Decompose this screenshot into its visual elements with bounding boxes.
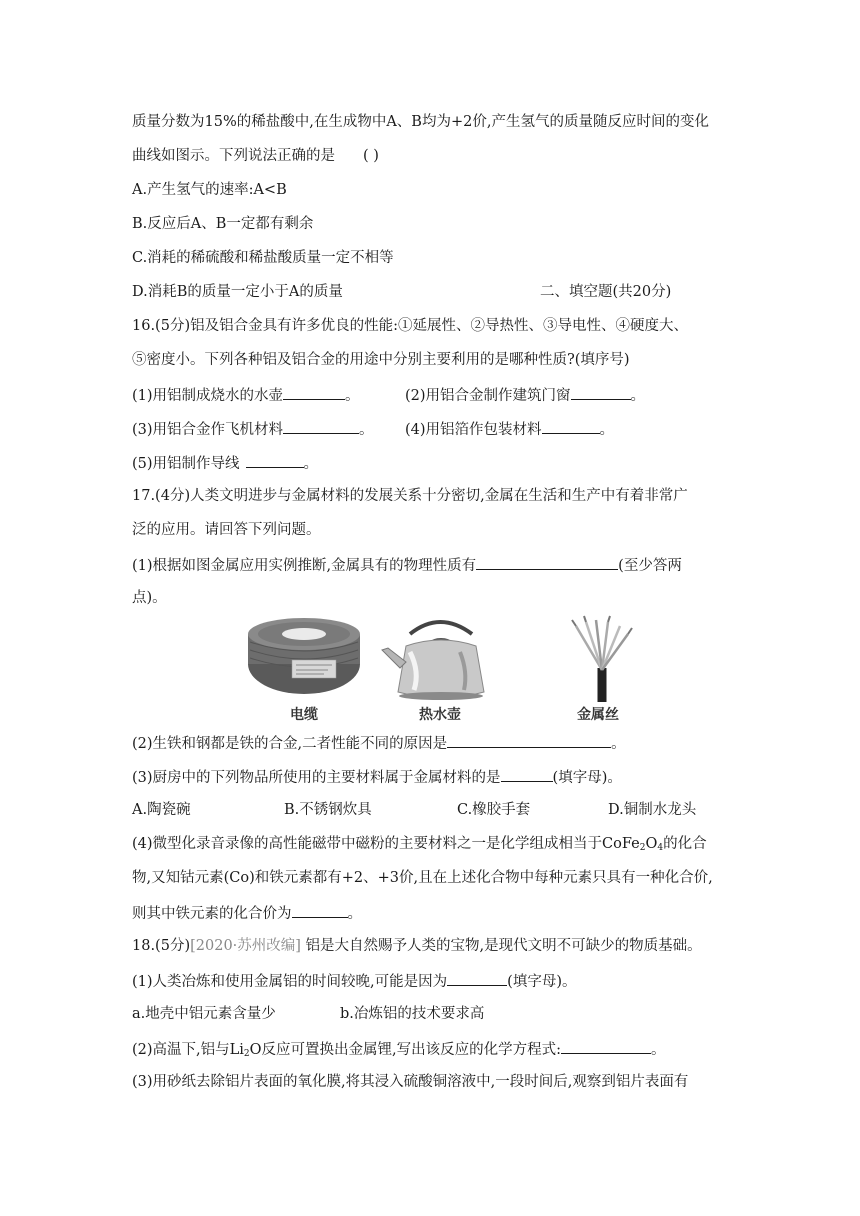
q18-part3: (3)用砂纸去除铝片表面的氧化膜,将其浸入硫酸铜溶液中,一段时间后,观察到铝片表面有 xyxy=(132,1074,689,1090)
kettle-icon xyxy=(382,622,484,700)
answer-blank[interactable] xyxy=(283,384,345,400)
section-title: 二、填空题(共20分) xyxy=(540,284,672,300)
answer-blank[interactable] xyxy=(476,554,618,570)
q15-option-a: A.产生氢气的速率:A<B xyxy=(132,182,287,198)
answer-blank[interactable] xyxy=(571,384,631,400)
answer-paren: ( ) xyxy=(363,148,379,164)
q18-line1: 18.(5分)[2020·苏州改编] 铝是大自然赐予人类的宝物,是现代文明不可缺少的物质基础。 xyxy=(132,938,702,954)
answer-blank[interactable] xyxy=(447,970,507,986)
q17-line1: 17.(4分)人类文明进步与金属材料的发展关系十分密切,金属在生活和生产中有着非常广 xyxy=(132,488,688,504)
q15-option-d: D.消耗B的质量一定小于A的质量 xyxy=(132,284,343,300)
q15-line1: 质量分数为15%的稀盐酸中,在生成物中A、B均为+2价,产生氢气的质量随反应时间的变化 xyxy=(132,114,709,130)
q17-option-b: B.不锈钢炊具 xyxy=(284,802,372,818)
answer-blank[interactable] xyxy=(501,766,553,782)
q15-option-b: B.反应后A、B一定都有剩余 xyxy=(132,216,314,232)
caption-kettle: 热水壶 xyxy=(419,707,461,723)
caption-metal-wire: 金属丝 xyxy=(577,707,619,723)
answer-blank[interactable] xyxy=(542,418,600,434)
answer-blank[interactable] xyxy=(283,418,359,434)
q18-part2: (2)高温下,铝与$Li_2O$反应可置换出金属锂,写出该反应的化学方程式: 。 xyxy=(132,1038,666,1060)
q17-part3: (3)厨房中的下列物品所使用的主要材料属于金属材料的是 (填字母)。 xyxy=(132,766,622,788)
q17-option-d: D.铜制水龙头 xyxy=(608,802,697,818)
metal-wire-icon xyxy=(572,616,632,702)
q16-line2: ⑤密度小。下列各种铝及铝合金的用途中分别主要利用的是哪种性质?(填序号) xyxy=(132,352,630,368)
answer-blank[interactable] xyxy=(447,732,611,748)
q17-part4-line2: 物,又知钴元素(Co)和铁元素都有+2、+3价,且在上述化合物中每种元素只具有一种化合价, xyxy=(132,870,713,886)
answer-blank[interactable] xyxy=(292,902,348,918)
q17-option-a: A.陶瓷碗 xyxy=(132,802,191,818)
q16-part3: (3)用铝合金作飞机材料 。 xyxy=(132,418,374,440)
q17-part1: (1)根据如图金属应用实例推断,金属具有的物理性质有 (至少答两 xyxy=(132,554,682,576)
q17-line2: 泛的应用。请回答下列问题。 xyxy=(132,522,321,538)
q16-part4: (4)用铝箔作包装材料 。 xyxy=(405,418,614,440)
formula-cofe2o4: $CoFe_2O_4$ xyxy=(602,836,664,853)
q18-option-a: a.地壳中铝元素含量少 xyxy=(132,1006,276,1022)
q16-part1: (1)用铝制成烧水的水壶 。 xyxy=(132,384,360,406)
answer-blank[interactable] xyxy=(246,452,304,468)
q18-option-b: b.冶炼铝的技术要求高 xyxy=(340,1006,485,1022)
caption-cable: 电缆 xyxy=(290,707,318,723)
q16-part5: (5)用铝制作导线 。 xyxy=(132,452,318,474)
q16-line1: 16.(5分)铝及铝合金具有许多优良的性能:①延展性、②导热性、③导电性、④硬度大、 xyxy=(132,318,688,334)
figure-metal-uses xyxy=(240,612,660,727)
cable-coil-icon xyxy=(248,618,360,694)
q16-part2: (2)用铝合金制作建筑门窗 。 xyxy=(405,384,645,406)
q17-part4: (4)微型化录音录像的高性能磁带中磁粉的主要材料之一是化学组成相当于$CoFe_2O_4$的化合 xyxy=(132,836,707,853)
q15-line2: 曲线如图示。下列说法正确的是 ( ) xyxy=(132,148,379,164)
q18-part1: (1)人类冶炼和使用金属铝的时间较晚,可能是因为 (填字母)。 xyxy=(132,970,576,992)
q17-part4-line3: 则其中铁元素的化合价为 。 xyxy=(132,902,362,924)
cable-illustration xyxy=(240,612,660,704)
source-tag: [2020·苏州改编] xyxy=(190,938,301,954)
q15-option-c: C.消耗的稀硫酸和稀盐酸质量一定不相等 xyxy=(132,250,394,266)
q17-part2: (2)生铁和钢都是铁的合金,二者性能不同的原因是 。 xyxy=(132,732,626,754)
answer-blank[interactable] xyxy=(561,1038,651,1054)
q17-part1-cont: 点)。 xyxy=(132,590,167,606)
q17-option-c: C.橡胶手套 xyxy=(457,802,531,818)
